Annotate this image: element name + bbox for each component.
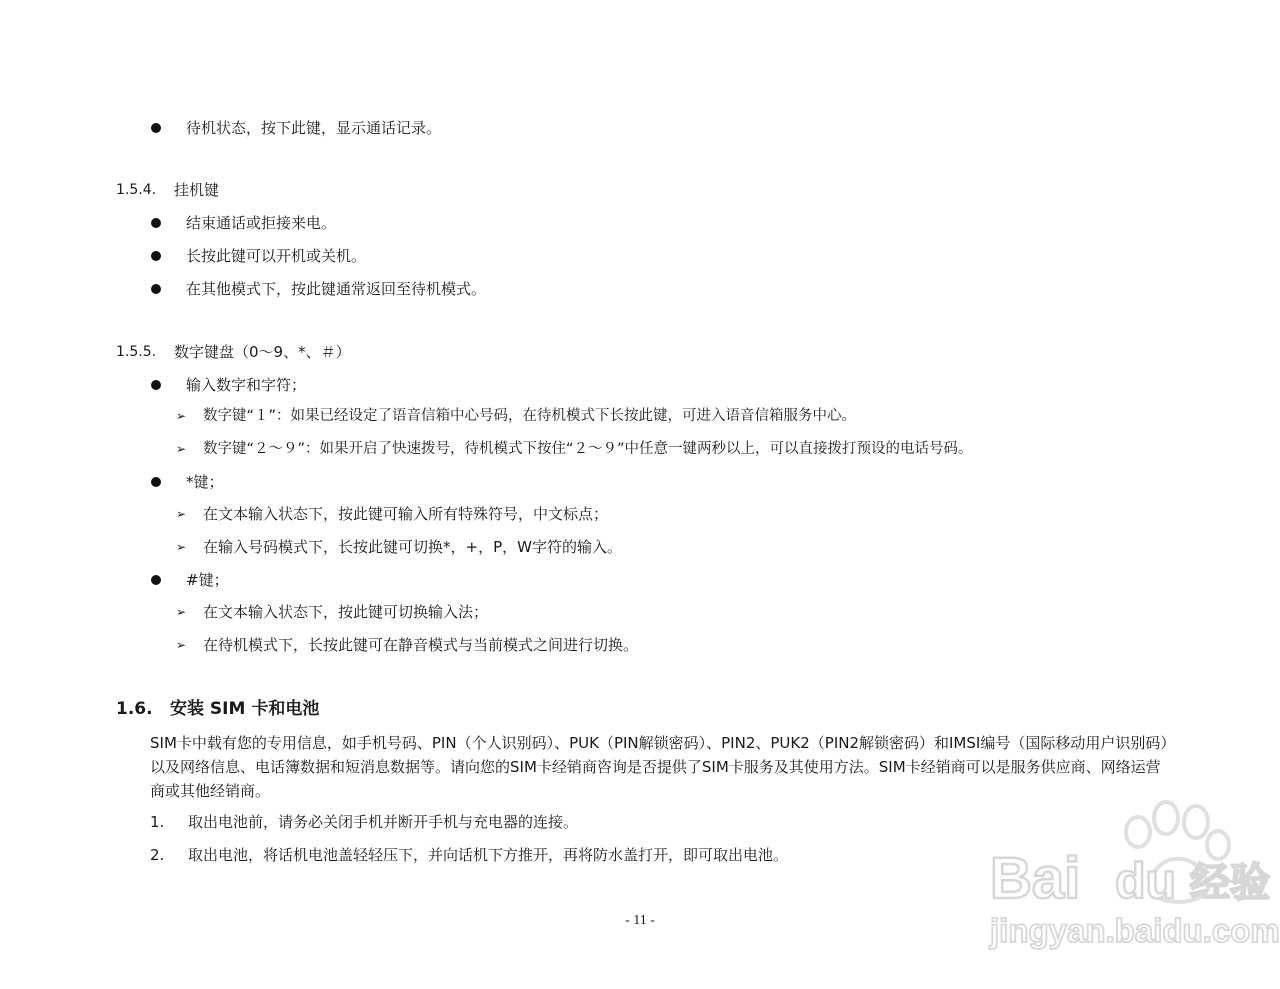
watermark-brand: Bai (990, 846, 1081, 911)
list-item: *键； (186, 473, 224, 491)
section-1-5-5-number: 1.5.5. (116, 344, 157, 360)
arrow-bullet-icon: ➢ (176, 605, 187, 619)
step-text: 取出电池前，请务必关闭手机并断开手机与充电器的连接。 (188, 813, 579, 831)
list-item: #键； (186, 571, 229, 589)
sub-list-item: 数字键“１”：如果已经设定了语音信箱中心号码，在待机模式下长按此键，可进入语音信箱服务中心。 (203, 408, 857, 424)
bullet-dot (151, 218, 161, 228)
arrow-bullet-icon: ➢ (176, 409, 187, 423)
arrow-bullet-icon: ➢ (176, 442, 187, 456)
watermark-brand-jingyan: 经验 (1190, 860, 1270, 906)
step-number: 2. (150, 846, 165, 864)
arrow-bullet-icon: ➢ (176, 638, 187, 652)
intro-bullet-text: 待机状态，按下此键，显示通话记录。 (186, 119, 442, 137)
watermark-url: jingyan.baidu.com (990, 912, 1280, 949)
bullet-dot (151, 575, 161, 585)
bullet-dot (151, 477, 161, 487)
bullet-dot (151, 380, 161, 390)
arrow-bullet-icon: ➢ (176, 540, 187, 554)
baidu-jingyan-watermark (950, 790, 1280, 960)
list-item: 长按此键可以开机或关机。 (186, 247, 367, 265)
section-1-5-4-number: 1.5.4. (116, 182, 157, 198)
sub-list-item: 在待机模式下，长按此键可在静音模式与当前模式之间进行切换。 (203, 636, 639, 654)
bullet-dot (151, 284, 161, 294)
sub-list-item: 在文本输入状态下，按此键可切换输入法； (203, 603, 489, 621)
section-1-6-number: 1.6. (116, 699, 153, 719)
sub-list-item: 在文本输入状态下，按此键可输入所有特殊符号，中文标点； (203, 505, 609, 523)
step-number: 1. (150, 813, 165, 831)
arrow-bullet-icon: ➢ (176, 507, 187, 521)
step-text: 取出电池，将话机电池盖轻轻压下，并向话机下方推开，再将防水盖打开，即可取出电池。 (188, 846, 789, 864)
section-1-6-title: 安装 SIM 卡和电池 (170, 699, 320, 719)
page-number: - 11 - (625, 913, 655, 928)
list-item: 输入数字和字符； (186, 376, 307, 394)
sub-list-item: 数字键“２～９”：如果开启了快速拨号，待机模式下按住“２～９”中任意一键两秒以上，可以直接拨打预设的电话号码。 (203, 441, 973, 457)
section-1-5-5-title: 数字键盘（0～9、*、＃） (174, 343, 351, 361)
bullet-dot (151, 251, 161, 261)
list-item: 结束通话或拒接来电。 (186, 214, 337, 232)
bullet-dot (151, 123, 161, 133)
sim-paragraph: SIM卡中载有您的专用信息，如手机号码、PIN（个人识别码）、PUK（PIN解锁密码）、PIN2、PUK2（PIN2解锁密码）和IMSI编号（国际移动用户识别码）以及网络信息、电话簿数据和短消息数据等。请向您的SIM卡经销商咨询是否提供了SIM卡服务及其使用方法。SIM卡经销商可以是服务供应商、网络运营商或其他经销商。 (150, 734, 1168, 800)
list-item: 在其他模式下，按此键通常返回至待机模式。 (186, 280, 487, 298)
sub-list-item: 在输入号码模式下，长按此键可切换*，+，P，W字符的输入。 (203, 538, 622, 556)
section-1-5-4-title: 挂机键 (174, 181, 220, 199)
watermark-brand-du: du (1115, 853, 1177, 909)
